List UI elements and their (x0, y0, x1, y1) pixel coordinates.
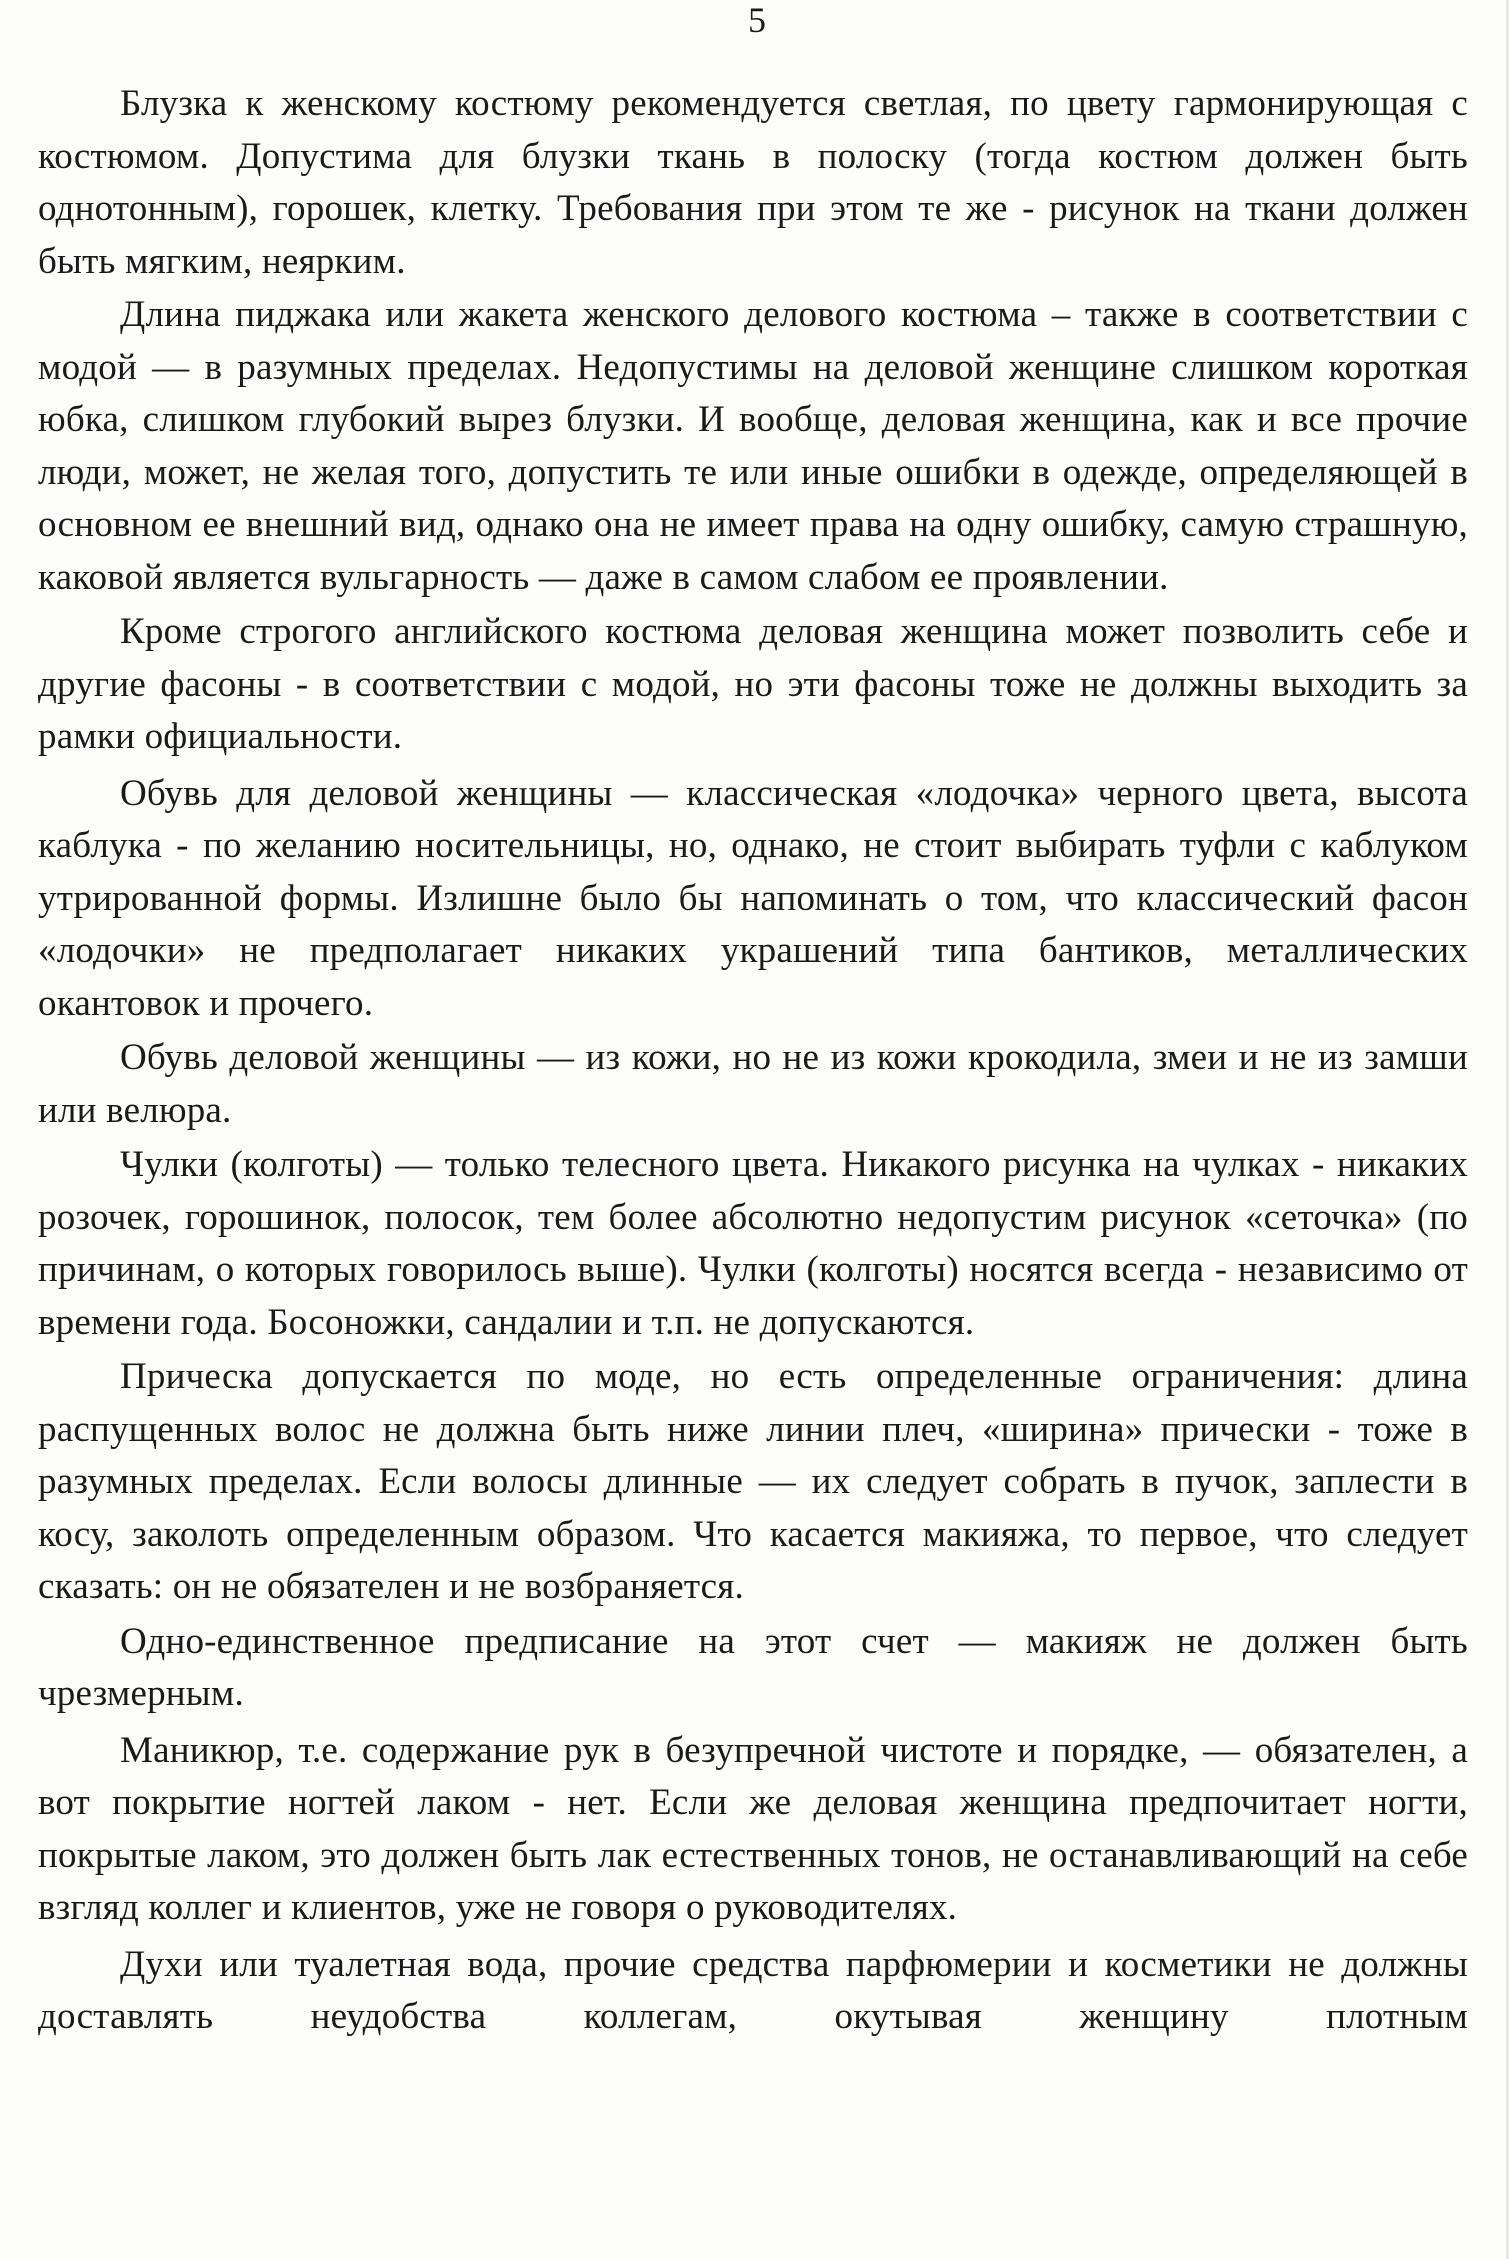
paragraph-shoe-material: Обувь деловой женщины — из кожи, но не из кожи крокодила, змеи и не из замши или велюра. (38, 1037, 1468, 1131)
paragraph-hairstyle: Прическа допускается по моде, но есть определенные ограничения: длина распущенных волос не должна быть ниже линии плеч, «ширина» прически - тоже в разумных пределах. Если волосы длинные — их следует собрать в пучок, заплести в косу, заколоть определенным образом. Что касается макияжа, то первое, что следует сказать: он не обязателен и не возбраняется. (38, 1356, 1468, 1607)
paragraph-blouse: Блузка к женскому костюму рекомендуется светлая, по цвету гармонирующая с костюмом. Допустима для блузки ткань в полоску (тогда костюм должен быть однотонным), горошек, клетку. Требования при этом те же - рисунок на ткани должен быть мягким, неярким. (38, 83, 1468, 282)
paragraph-manicure: Маникюр, т.е. содержание рук в безупречной чистоте и порядке, — обязателен, а вот покрытие ногтей лаком - нет. Если же деловая женщина предпочитает ногти, покрытые лаком, это должен быть лак естественных тонов, не останавливающий на себе взгляд коллег и клиентов, уже не говоря о руководителях. (38, 1729, 1468, 1928)
paragraph-makeup: Одно-единственное предписание на этот счет — макияж не должен быть чрезмерным. (38, 1620, 1468, 1714)
page-number: 5 (748, 0, 766, 40)
paragraph-jacket-length: Длина пиджака или жакета женского делового костюма – также в соответствии с модой — в разумных пределах. Недопустимы на деловой женщине слишком короткая юбка, слишком глубокий вырез блузки. И вообще, деловая женщина, как и все прочие люди, может, не желая того, допустить те или иные ошибки в одежде, определяющей в основном ее внешний вид, однако она не имеет права на одну ошибку, самую страшную, каковой является вульгарность — даже в самом слабом ее проявлении. (38, 294, 1468, 598)
paragraph-suit-styles: Кроме строгого английского костюма деловая женщина может позволить себе и другие фасоны - в соответствии с модой, но эти фасоны тоже не должны выходить за рамки официальности. (38, 611, 1468, 757)
body-text (38, 78, 1468, 2044)
paragraph-stockings: Чулки (колготы) — только телесного цвета. Никакого рисунка на чулках - никаких розочек, горошинок, полосок, тем более абсолютно недопустим рисунок «сеточка» (по причинам, о которых говорилось выше). Чулки (колготы) носятся всегда - независимо от времени года. Босоножки, сандалии и т.п. не допускаются. (38, 1144, 1468, 1343)
paragraph-perfume: Духи или туалетная вода, прочие средства парфюмерии и косметики не должны доставлять неудобства коллегам, окутывая женщину плотным (38, 1943, 1468, 2037)
paragraph-shoes: Обувь для деловой женщины — классическая «лодочка» черного цвета, высота каблука - по желанию носительницы, но, однако, не стоит выбирать туфли с каблуком утрированной формы. Излишне было бы напоминать о том, что классический фасон «лодочки» не предполагает никаких украшений типа бантиков, металлических окантовок и прочего. (38, 772, 1468, 1024)
